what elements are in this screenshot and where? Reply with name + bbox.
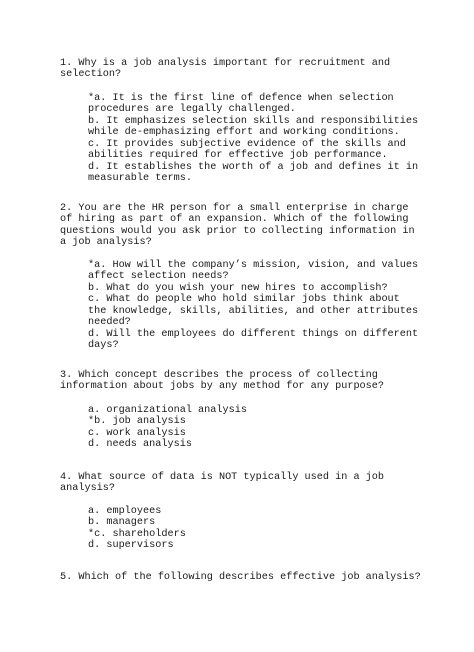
question-3-stem-line: information about jobs by any method for any purpose? [60,381,385,393]
question-3-option-line: *b. job analysis [88,416,186,428]
question-1-option-line: c. It provides subjective evidence of the skills and [88,138,406,150]
question-4-option-line: a. employees [88,506,162,517]
question-4-options [88,506,400,552]
question-2-option-line: needed? [88,317,131,329]
question-5-stem [60,572,421,583]
question-3-options [88,405,400,451]
question-1-options [88,93,419,185]
question-4-option-line: b. managers [88,517,156,529]
question-2-option-line: d. Will the employees do different things on different [88,328,419,340]
question-1-option-line: d. It establishes the worth of a job and defines it in [88,161,419,173]
question-2-option-line: c. What do people who hold similar jobs think about [88,294,400,306]
question-3-stem [60,370,400,393]
question-2-stem [60,203,415,249]
question-2-option-line: the knowledge, skills, abilities, and other attributes [88,305,419,317]
question-1-option-line: *a. It is the first line of defence when selection [88,93,394,104]
question-2-stem-line: a job analysis? [60,237,152,249]
question-2-stem-line: of hiring as part of an expansion. Which of the following [60,214,409,226]
question-2-stem-line: 2. You are the HR person for a small enterprise in charge [60,203,409,214]
question-2-option-line: affect selection needs? [88,271,229,283]
question-3-stem-line: 3. Which concept describes the process of collecting [60,370,378,381]
question-2-options [88,260,419,352]
question-2-stem-line: questions would you ask prior to collecting information in [60,225,415,237]
question-4-stem [60,472,400,495]
question-5-stem-line: 5. Which of the following describes effective job analysis? [60,572,421,583]
question-1-option-line: abilities required for effective job performance. [88,150,388,162]
question-2-option-line: days? [88,340,119,352]
question-1-option-line: measurable terms. [88,173,192,185]
question-1-stem [60,58,400,81]
question-3-option-line: d. needs analysis [88,439,192,451]
question-1-option-line: b. It emphasizes selection skills and responsibilities [88,115,419,127]
question-2-option-line: *a. How will the company’s mission, vision, and values [88,260,419,271]
question-2-option-line: b. What do you wish your new hires to accomplish? [88,282,388,294]
question-4-stem-line: 4. What source of data is NOT typically used in a job [60,472,385,483]
question-3-option-line: a. organizational analysis [88,405,247,416]
question-4-option-line: *c. shareholders [88,528,186,540]
question-1-option-line: while de-emphasizing effort and working conditions. [88,127,400,139]
question-1-option-line: procedures are legally challenged. [88,104,296,116]
question-1-stem-line: selection? [60,69,122,81]
question-4-stem-line: analysis? [60,483,116,495]
question-4-option-line: d. supervisors [88,540,174,552]
question-3-option-line: c. work analysis [88,427,186,439]
question-1-stem-line: 1. Why is a job analysis important for recruitment and [60,58,391,69]
